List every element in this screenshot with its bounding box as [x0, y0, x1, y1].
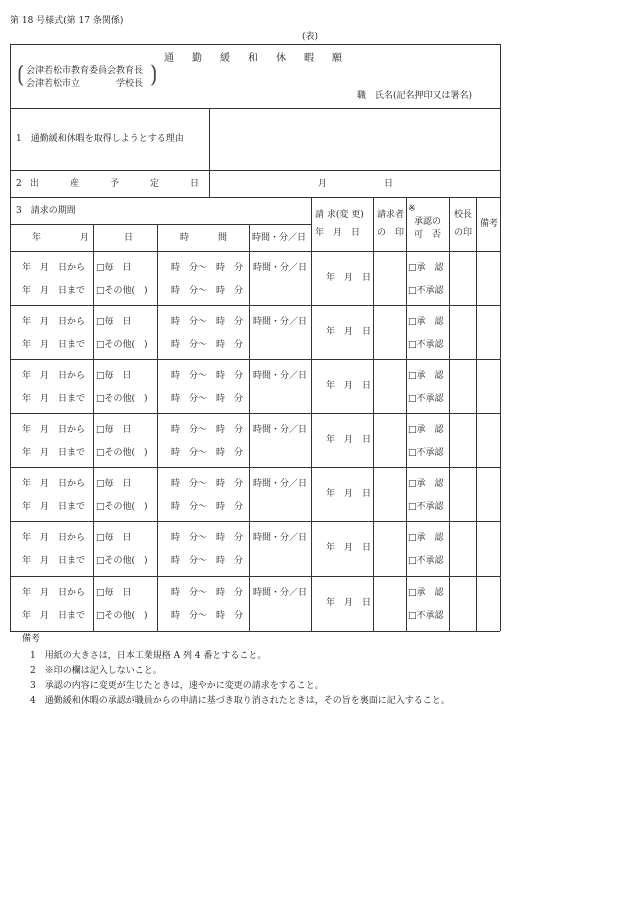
time-range-2[interactable]: 時 分～ 時 分: [171, 394, 244, 404]
disapprove-checkbox[interactable]: □不承認: [408, 286, 444, 296]
time-range-2[interactable]: 時 分～ 時 分: [171, 502, 244, 512]
approve-checkbox[interactable]: □承 認: [408, 479, 444, 489]
header-requester-2: の 印: [377, 228, 405, 238]
section1-label: 1 通勤緩和休暇を取得しようとする理由: [16, 134, 184, 144]
header-hours: 時間・分／日: [252, 233, 307, 243]
date-to[interactable]: 年 月 日まで: [22, 556, 86, 566]
note-2: 2 ※印の欄は記入しないこと。: [30, 666, 162, 676]
principal-seal-cell[interactable]: [450, 577, 475, 630]
header-request-2: 年 月 日: [315, 228, 361, 238]
principal-seal-cell[interactable]: [450, 414, 475, 466]
header-request-1: 請 求(変 更): [315, 210, 364, 220]
principal-seal-cell[interactable]: [450, 522, 475, 575]
requester-seal-cell[interactable]: [374, 414, 405, 466]
date-from[interactable]: 年 月 日から: [22, 479, 86, 489]
remarks-cell[interactable]: [477, 360, 499, 412]
time-range-1[interactable]: 時 分～ 時 分: [171, 371, 244, 381]
daily-checkbox[interactable]: □毎 日: [96, 425, 132, 435]
time-range-1[interactable]: 時 分～ 時 分: [171, 317, 244, 327]
request-date[interactable]: 年 月 日: [326, 489, 372, 499]
form-title: 通 勤 緩 和 休 暇 願: [164, 53, 346, 64]
note-3: 3 承認の内容に変更が生じたときは，速やかに変更の請求をすること。: [30, 681, 324, 691]
other-checkbox[interactable]: □その他( ): [96, 502, 148, 512]
date-to[interactable]: 年 月 日まで: [22, 394, 86, 404]
hours-per-day[interactable]: 時間・分／日: [253, 371, 308, 381]
header-time-kan: 間: [218, 233, 228, 243]
time-range-2[interactable]: 時 分～ 時 分: [171, 611, 244, 621]
request-date[interactable]: 年 月 日: [326, 543, 372, 553]
other-checkbox[interactable]: □その他( ): [96, 340, 148, 350]
header-approval-1: 承認の: [414, 217, 442, 227]
header-requester-1: 請求者: [377, 210, 405, 220]
other-checkbox[interactable]: □その他( ): [96, 286, 148, 296]
due-day[interactable]: 日: [384, 179, 394, 189]
date-to[interactable]: 年 月 日まで: [22, 286, 86, 296]
daily-checkbox[interactable]: □毎 日: [96, 588, 132, 598]
approve-checkbox[interactable]: □承 認: [408, 533, 444, 543]
other-checkbox[interactable]: □その他( ): [96, 611, 148, 621]
time-range-1[interactable]: 時 分～ 時 分: [171, 425, 244, 435]
disapprove-checkbox[interactable]: □不承認: [408, 340, 444, 350]
time-range-1[interactable]: 時 分～ 時 分: [171, 588, 244, 598]
time-range-2[interactable]: 時 分～ 時 分: [171, 556, 244, 566]
date-to[interactable]: 年 月 日まで: [22, 340, 86, 350]
time-range-2[interactable]: 時 分～ 時 分: [171, 286, 244, 296]
daily-checkbox[interactable]: □毎 日: [96, 263, 132, 273]
request-date[interactable]: 年 月 日: [326, 327, 372, 337]
request-date[interactable]: 年 月 日: [326, 598, 372, 608]
daily-checkbox[interactable]: □毎 日: [96, 479, 132, 489]
disapprove-checkbox[interactable]: □不承認: [408, 394, 444, 404]
remarks-cell[interactable]: [477, 414, 499, 466]
requester-seal-cell[interactable]: [374, 252, 405, 304]
date-to[interactable]: 年 月 日まで: [22, 502, 86, 512]
time-range-2[interactable]: 時 分～ 時 分: [171, 340, 244, 350]
approve-checkbox[interactable]: □承 認: [408, 588, 444, 598]
form-number: 第 18 号様式(第 17 条関係): [10, 16, 124, 26]
daily-checkbox[interactable]: □毎 日: [96, 533, 132, 543]
date-from[interactable]: 年 月 日から: [22, 371, 86, 381]
date-to[interactable]: 年 月 日まで: [22, 611, 86, 621]
requester-seal-cell[interactable]: [374, 577, 405, 630]
remarks-cell[interactable]: [477, 306, 499, 358]
approve-checkbox[interactable]: □承 認: [408, 425, 444, 435]
principal-seal-cell[interactable]: [450, 306, 475, 358]
reason-field[interactable]: [212, 110, 498, 168]
header-time-ji: 時: [180, 233, 190, 243]
request-date[interactable]: 年 月 日: [326, 273, 372, 283]
principal-seal-cell[interactable]: [450, 252, 475, 304]
section3-label: 3 請求の期間: [16, 206, 76, 216]
disapprove-checkbox[interactable]: □不承認: [408, 448, 444, 458]
header-mark: ※: [408, 204, 416, 214]
other-checkbox[interactable]: □その他( ): [96, 556, 148, 566]
header-day: 日: [124, 233, 134, 243]
disapprove-checkbox[interactable]: □不承認: [408, 502, 444, 512]
hours-per-day[interactable]: 時間・分／日: [253, 263, 308, 273]
request-date[interactable]: 年 月 日: [326, 381, 372, 391]
header-year: 年: [32, 233, 42, 243]
requester-seal-cell[interactable]: [374, 468, 405, 520]
approve-checkbox[interactable]: □承 認: [408, 317, 444, 327]
addressee-line2: 会津若松市立 学校長: [26, 79, 144, 89]
hours-per-day[interactable]: 時間・分／日: [253, 425, 308, 435]
time-range-1[interactable]: 時 分～ 時 分: [171, 263, 244, 273]
hours-per-day[interactable]: 時間・分／日: [253, 588, 308, 598]
other-checkbox[interactable]: □その他( ): [96, 448, 148, 458]
date-from[interactable]: 年 月 日から: [22, 425, 86, 435]
hours-per-day[interactable]: 時間・分／日: [253, 317, 308, 327]
approve-checkbox[interactable]: □承 認: [408, 371, 444, 381]
omote-label: (表): [302, 32, 319, 42]
requester-seal-cell[interactable]: [374, 360, 405, 412]
requester-seal-cell[interactable]: [374, 522, 405, 575]
date-from[interactable]: 年 月 日から: [22, 588, 86, 598]
header-month: 月: [80, 233, 90, 243]
notes-title: 備考: [22, 634, 41, 644]
header-principal-1: 校長: [454, 210, 473, 220]
date-from[interactable]: 年 月 日から: [22, 533, 86, 543]
time-range-1[interactable]: 時 分～ 時 分: [171, 533, 244, 543]
date-from[interactable]: 年 月 日から: [22, 263, 86, 273]
principal-seal-cell[interactable]: [450, 468, 475, 520]
hours-per-day[interactable]: 時間・分／日: [253, 479, 308, 489]
section2-number: 2: [16, 179, 22, 189]
date-from[interactable]: 年 月 日から: [22, 317, 86, 327]
approve-checkbox[interactable]: □承 認: [408, 263, 444, 273]
request-date[interactable]: 年 月 日: [326, 435, 372, 445]
requester-seal-cell[interactable]: [374, 306, 405, 358]
header-principal-2: の印: [454, 228, 473, 238]
note-1: 1 用紙の大きさは，日本工業規格 A 列 4 番とすること。: [30, 651, 267, 661]
disapprove-checkbox[interactable]: □不承認: [408, 611, 444, 621]
principal-seal-cell[interactable]: [450, 360, 475, 412]
daily-checkbox[interactable]: □毎 日: [96, 371, 132, 381]
note-4: 4 通勤緩和休暇の承認が職員からの申請に基づき取り消されたときは，その旨を裏面に記入すること。: [30, 696, 450, 706]
remarks-cell[interactable]: [477, 577, 499, 630]
disapprove-checkbox[interactable]: □不承認: [408, 556, 444, 566]
due-month[interactable]: 月: [318, 179, 328, 189]
header-approval-2: 可 否: [414, 230, 442, 240]
left-bracket: ⟮: [17, 62, 25, 87]
other-checkbox[interactable]: □その他( ): [96, 394, 148, 404]
header-remarks: 備考: [480, 219, 499, 229]
time-range-2[interactable]: 時 分～ 時 分: [171, 448, 244, 458]
remarks-cell[interactable]: [477, 252, 499, 304]
remarks-cell[interactable]: [477, 522, 499, 575]
signature-line[interactable]: 職 氏名(記名押印又は署名): [357, 91, 473, 101]
remarks-cell[interactable]: [477, 468, 499, 520]
addressee-line1: 会津若松市教育委員会教育長: [26, 66, 144, 76]
hours-per-day[interactable]: 時間・分／日: [253, 533, 308, 543]
time-range-1[interactable]: 時 分～ 時 分: [171, 479, 244, 489]
right-bracket: ⟯: [150, 62, 158, 87]
section2-label: 出 産 予 定 日: [30, 179, 201, 189]
date-to[interactable]: 年 月 日まで: [22, 448, 86, 458]
daily-checkbox[interactable]: □毎 日: [96, 317, 132, 327]
